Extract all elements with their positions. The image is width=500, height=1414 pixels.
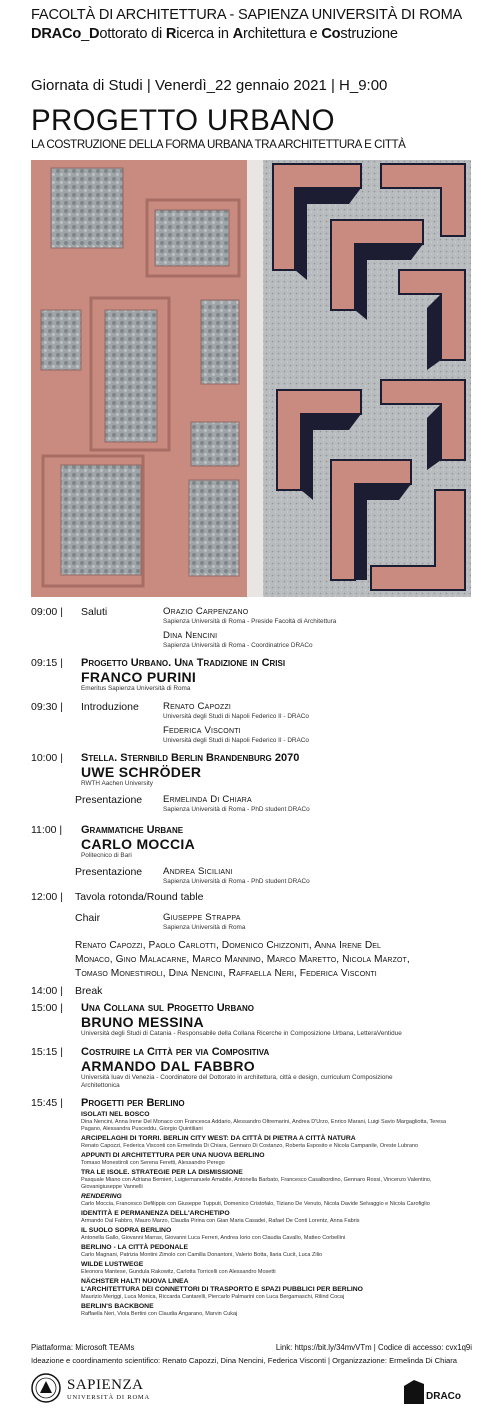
speaker-affiliation: Università degli Studi di Napoli Federico II - DRACo [163, 737, 309, 744]
draco-wordmark: DRACo [426, 1391, 461, 1402]
project-item [81, 1210, 476, 1225]
draco-logo [404, 1378, 474, 1408]
project-team: Antonella Gallo, Giovanni Marras, Giovanni Luca Ferreri, Andrea Iorio con Claudia Cavallo, Matteo Corbellini [81, 1235, 346, 1241]
page-subtitle: LA COSTRUZIONE DELLA FORMA URBANA TRA ARCHITETTURA E CITTÀ [31, 138, 406, 151]
project-team: Eleonora Mantese, Gundula Rakowitz, Carlotta Torricelli con Alessandro Mosetti [81, 1269, 276, 1275]
speaker-name: Orazio Carpenzano [163, 606, 249, 617]
access-link[interactable]: Link: https://bit.ly/34mvVTm | Codice di accesso: cvx1q9i [275, 1343, 472, 1352]
talk-title: Grammatiche Urbane [81, 824, 184, 836]
project-title: TRA LE ISOLE. STRATEGIE PER LA DISMISSIONE [81, 1169, 243, 1176]
speaker-affiliation: Università degli Studi di Catania - Responsabile della Collana Ricerche in Composizione Urbana, LetteraVentidue [81, 1030, 402, 1037]
speaker-name: Renato Capozzi [163, 701, 232, 712]
project-title: IL SUOLO SOPRA BERLINO [81, 1227, 172, 1234]
berlin-projects-list [81, 1111, 476, 1318]
project-item [81, 1261, 476, 1276]
time-1400: 14:00 | [31, 985, 63, 997]
time-1515: 15:15 | [31, 1046, 63, 1058]
speaker-affiliation: Sapienza Università di Roma - Preside Facoltà di Architettura [163, 618, 337, 625]
chair-name: Giuseppe Strappa [163, 912, 241, 923]
session-label: Break [75, 985, 103, 997]
project-item [81, 1111, 476, 1133]
project-team: Carlo Moccia, Francesco Defilippis con Giuseppe Tupputi, Domenico Cristofalo, Tiziano De Venuto, Nicola Davide Selvaggio e Nicola Carofiglio [81, 1201, 430, 1207]
project-team: Maurizio Meriggi, Luca Monica, Riccarda Cantarelli, Piercarlo Palmarini con Luca Bergamaschi, Rilind Cocaj [81, 1294, 345, 1300]
talk-title: Una Collana sul Progetto Urbano [81, 1002, 255, 1014]
project-item [81, 1169, 476, 1191]
doctorate-part: rchitettura e [243, 26, 322, 42]
speaker-affiliation: Università degli Studi di Napoli Federico II - DRACo [163, 713, 309, 720]
project-team: Tomaso Monestiroli con Serena Feretti, Alessandro Perego [81, 1160, 225, 1166]
doctorate-part: ottorato di [99, 26, 166, 42]
project-item [81, 1244, 476, 1259]
project-title: ISOLATI NEL BOSCO [81, 1111, 150, 1118]
session-label: Saluti [81, 606, 108, 618]
speaker-affiliation: Emeritus Sapienza Università di Roma [81, 685, 191, 692]
time-1200: 12:00 | [31, 891, 63, 903]
time-1000: 10:00 | [31, 752, 63, 764]
session-label: Tavola rotonda/Round table [75, 891, 204, 903]
project-item [81, 1193, 476, 1208]
chair-affiliation: Sapienza Università di Roma [163, 924, 246, 931]
doctorate-part: Co [321, 26, 341, 42]
event-date-line: Giornata di Studi | Venerdì_22 gennaio 2021 | H_9:00 [31, 77, 388, 94]
presentation-label: Presentazione [75, 794, 143, 806]
draco-acronym: DRACo [31, 26, 82, 42]
project-title: NÄCHSTER HALT! NUOVA LINEA [81, 1278, 189, 1285]
project-team: Renato Capozzi, Federica Visconti con Ermelinda Di Chiara, Gennaro Di Costanzo, Roberta Esposito e Nicola Campanile, Oreste Lubrano [81, 1143, 419, 1149]
keynote-speaker: CARLO MOCCIA [81, 836, 196, 852]
presentation-label: Presentazione [75, 866, 143, 878]
speaker-name: Federica Visconti [163, 725, 241, 736]
keynote-speaker: BRUNO MESSINA [81, 1014, 204, 1030]
talk-title: Progetti per Berlino [81, 1097, 185, 1109]
project-team: Raffaella Neri, Viola Bertini con Claudia Angarano, Marvin Cukaj [81, 1311, 238, 1317]
sapienza-seal-icon [31, 1373, 61, 1403]
keynote-speaker: ARMANDO DAL FABBRO [81, 1058, 255, 1074]
keynote-speaker: FRANCO PURINI [81, 669, 197, 685]
doctorate-line [31, 26, 476, 43]
presenter-affiliation: Sapienza Università di Roma - PhD student DRACo [163, 878, 310, 885]
project-title: IDENTITÀ E PERMANENZA DELL'ARCHETIPO [81, 1210, 230, 1217]
faculty-line: FACOLTÀ DI ARCHITETTURA - SAPIENZA UNIVERSITÀ DI ROMA [31, 7, 463, 23]
urban-plan-artwork [31, 160, 471, 597]
project-title: WILDE LUSTWEGE [81, 1261, 144, 1268]
sapienza-subtitle: UNIVERSITÀ DI ROMA [67, 1394, 151, 1401]
project-team: Dina Nencini, Anna Irene Del Monaco con Francesca Addario, Alessandro Oltremarini, Andrea D'Urzo, Enrico Marani, Luigi Savio Margagliotta, Teresa [81, 1119, 447, 1125]
doctorate-part: R [165, 26, 177, 42]
time-1545: 15:45 | [31, 1097, 63, 1109]
project-title: RENDERING [81, 1193, 122, 1200]
time-1100: 11:00 | [31, 824, 63, 836]
project-item [81, 1227, 476, 1242]
project-team: Armando Dal Fabbro, Mauro Marzo, Claudia Pirina con Gian Maria Casadei, Rafael De Conti Lorentz, Anna Fabris [81, 1218, 360, 1224]
session-label: Introduzione [81, 701, 139, 713]
page-title: PROGETTO URBANO [31, 104, 335, 137]
sapienza-logo [31, 1371, 211, 1407]
presenter-name: Andrea Siciliani [163, 866, 233, 877]
project-title: BERLIN'S BACKBONE [81, 1303, 154, 1310]
time-0900: 09:00 | [31, 606, 63, 618]
speaker-affiliation: RWTH Aachen University [81, 780, 153, 787]
project-title: ARCIPELAGHI DI TORRI. BERLIN CITY WEST: DA CITTÀ DI PIETRA A CITTÀ NATURA [81, 1135, 356, 1142]
speaker-name: Dina Nencini [163, 630, 218, 641]
doctorate-part: struzione [340, 26, 398, 42]
chair-label: Chair [75, 912, 101, 924]
project-item [81, 1135, 476, 1150]
project-item [81, 1278, 476, 1301]
draco-mark-icon [404, 1380, 424, 1404]
platform-info: Piattaforma: Microsoft TEAMs [31, 1343, 135, 1352]
panel-members: Renato Capozzi, Paolo Carlotti, Domenico Chizzoniti, Anna Irene Del [75, 940, 382, 951]
project-item [81, 1303, 476, 1318]
presenter-name: Ermelinda Di Chiara [163, 794, 252, 805]
keynote-speaker: UWE SCHRÖDER [81, 764, 202, 780]
project-subtitle: L'ARCHITETTURA DEI CONNETTORI DI TRASPORTO E SPAZI PUBBLICI PER BERLINO [81, 1286, 363, 1293]
speaker-affiliation: Università Iuav di Venezia - Coordinatore del Dottorato in architettura, città e design, curriculum Composizione [81, 1074, 393, 1081]
project-team: Pagano, Alessandra Pusceddu, Giorgio Quintiliani [81, 1126, 203, 1132]
credits-line: Ideazione e coordinamento scientifico: Renato Capozzi, Dina Nencini, Federica Visconti | Organizzazione: Ermelinda Di Chiara [31, 1356, 458, 1365]
doctorate-part: icerca in [176, 26, 233, 42]
talk-title: Costruire la Città per via Compositiva [81, 1046, 270, 1058]
time-0930: 09:30 | [31, 701, 63, 713]
project-team: Pasquale Miano con Adriana Bernieri, Luigiemanuele Amabile, Antonella Barbato, Francesco Casalbordino, Gennaro Rossi, Vincenzo Valentino, [81, 1177, 432, 1183]
time-0915: 09:15 | [31, 657, 63, 669]
panel-members: Tomaso Monestiroli, Dina Nencini, Raffaella Neri, Federica Visconti [75, 968, 377, 979]
project-item [81, 1152, 476, 1167]
speaker-affiliation: Sapienza Università di Roma - Coordinatrice DRACo [163, 642, 313, 649]
speaker-affiliation: Architettonica [81, 1082, 120, 1089]
talk-title: Stella. Sternbild Berlin Brandenburg 2070 [81, 752, 300, 764]
speaker-affiliation: Politecnico di Bari [81, 852, 132, 859]
time-1500: 15:00 | [31, 1002, 63, 1014]
project-title: BERLINO - LA CITTÀ PEDONALE [81, 1244, 188, 1251]
presenter-affiliation: Sapienza Università di Roma - PhD student DRACo [163, 806, 310, 813]
talk-title: Progetto Urbano. Una Tradizione in Crisi [81, 657, 286, 669]
doctorate-part: D [89, 26, 100, 42]
project-title: APPUNTI DI ARCHITETTURA PER UNA NUOVA BERLINO [81, 1152, 265, 1159]
sapienza-wordmark: SAPIENZA [67, 1377, 144, 1393]
project-team: Giovanigiuseppe Vannelli [81, 1184, 143, 1190]
doctorate-part: A [232, 26, 243, 42]
panel-members: Monaco, Gino Malacarne, Marco Mannino, Marco Maretto, Nicola Marzot, [75, 954, 410, 965]
doctorate-part: _ [81, 26, 89, 42]
project-team: Carlo Magnani, Patrizia Montini Zimolo con Camilla Donantoni, Valerio Botta, Ilaria Cucit, Luca Zilio [81, 1252, 323, 1258]
